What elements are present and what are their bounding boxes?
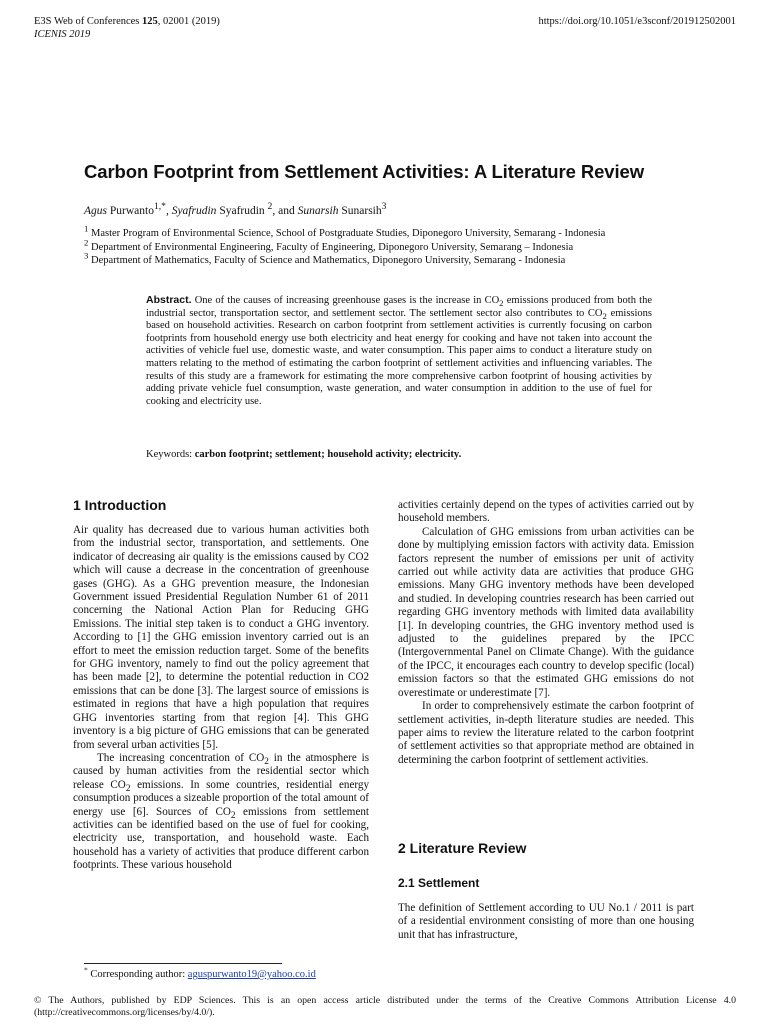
journal-citation: E3S Web of Conferences 125, 02001 (2019) (34, 16, 220, 27)
conference-name: ICENIS 2019 (34, 29, 91, 40)
footnote-rule (84, 963, 282, 964)
doi-link[interactable]: https://doi.org/10.1051/e3sconf/201912502001 (538, 16, 736, 27)
intro-paragraph-2: The increasing concentration of $CO_2$ in the atmosphere is caused by human activities from the residential sector which release $CO_2$ emissions. In some countries, residential energy consumption produces a sizeable proportion of the total amount of energy use [6]. Sources of $CO_2$ emissions from settlement activities can be identified based on the use of fuel for cooking, electricity use, transportation, and household waste. Each household has a variety of activities that produce different carbon footprints. These various household (73, 751, 370, 872)
left-column-text (73, 524, 369, 873)
intro-paragraph-3: activities certainly depend on the types of activities carried out by household members. (398, 499, 694, 525)
intro-paragraph-5: In order to comprehensively estimate the carbon footprint of settlement activities, in-depth literature studies are needed. This paper aims to review the literature related to the carbon footprint of settlement activities so that appropriate method are obtained in determining the carbon footprint of settlement activities. (398, 700, 694, 766)
keywords: Keywords: carbon footprint; settlement; household activity; electricity. (146, 449, 462, 460)
license-notice: © The Authors, published by EDP Sciences. This is an open access article distributed under the terms of the Creative Commons Attribution License 4.0 (http://creativecommons.org/licenses/by/4.0/). (34, 995, 736, 1018)
section-heading-literature-review: 2 Literature Review (398, 840, 527, 856)
affiliation-3: $^3$ Department of Mathematics, Faculty of Science and Mathematics, Diponegoro University, Semarang - Indonesia (84, 250, 566, 266)
settlement-paragraph: The definition of Settlement according to UU No.1 / 2011 is part of a residential environment consisting of more than one housing unit that has infrastructure, (398, 902, 694, 941)
affiliation-2: $^2$ Department of Environmental Engineering, Faculty of Engineering, Diponegoro University, Semarang – Indonesia (84, 237, 574, 253)
corresponding-email-link[interactable]: aguspurwanto19@yahoo.co.id (187, 969, 316, 980)
section-heading-introduction: 1 Introduction (73, 497, 167, 513)
affiliation-1: $^1$ Master Program of Environmental Science, School of Postgraduate Studies, Diponegoro University, Semarang - Indonesia (84, 223, 606, 239)
right-column-text (398, 499, 694, 767)
affiliations (84, 223, 606, 268)
intro-paragraph-1: Air quality has decreased due to various human activities both from the industrial sector, transportation, and settlements. One indicator of decreasing air quality is the emissions caused by CO2 which will cause a decrease in the concentration of greenhouse gases (GHG). As a GHG prevention measure, the Indonesian Government issued Presidential Regulation Number 61 of 2011 concerning the National Action Plan for Reducing GHG Emissions. The initial step taken is to conduct a GHG inventory. According to [1] the GHG emission inventory carried out is an effort to meet the emission reduction target. Some of the benefits for GHG inventory, namely to find out the policy agreement that has been made [2], to determine the potential reduction in CO2 emissions that can be done [3]. The largest source of emissions is estimated in regions that have a high population that requires GHG inventories starting from that region [4]. This GHG inventory is a big picture of GHG emissions that can be generated from several urban activities [5]. (73, 524, 369, 751)
author-list: Agus Purwanto$^{1,*}$, Syafrudin Syafrudin $^2$, and Sunarsih Sunarsih$^3$ (84, 201, 387, 217)
footnote: * Corresponding author: aguspurwanto19@yahoo.co.id (84, 965, 316, 980)
abstract-label: Abstract. (146, 294, 192, 306)
paper-title: Carbon Footprint from Settlement Activities: A Literature Review (84, 161, 644, 182)
intro-paragraph-4: Calculation of GHG emissions from urban activities can be done by multiplying emission factors with activity data. Emission factors represent the number of emissions per unit of activity carried out while activity data are activities that produce GHG emissions. Many GHG inventory methods have been developed and studied. In developing countries research has been carried out regarding GHG inventory methods with limited data availability [1]. In developing countries, the GHG inventory method used is adjusted to the guidelines prepared by the IPCC (Intergovernmental Panel on Climate Change). With the guidance of the IPCC, it encourages each country to develop specific (local) emission factors so that the estimated GHG emissions do not overestimate or underestimate [7]. (398, 525, 694, 699)
running-header-left (34, 15, 220, 41)
abstract: Abstract. One of the causes of increasing greenhouse gases is the increase in $CO_2$ emissions produced from both the industrial sector, transportation sector, and settlement sector. The settlement sector also contributes to $CO_2$ emissions based on household activities. Research on carbon footprint from settlement activities is currently focusing on carbon footprints from household energy use both electricity and heat energy for cooking and have not taken into account the activities of vehicle fuel use, domestic waste, and water consumption. This paper aims to conduct a literature study on matters relating to the method of estimating the carbon footprint of settlement activities and influencing variables. The results of this study are a framework for estimating the more comprehensive carbon footprint of housing activities by adding private vehicle fuel consumption, waste generation, and water consumption in addition to the use of fuel for cooking and electricity use. (146, 294, 652, 407)
subsection-heading-settlement: 2.1 Settlement (398, 876, 480, 890)
